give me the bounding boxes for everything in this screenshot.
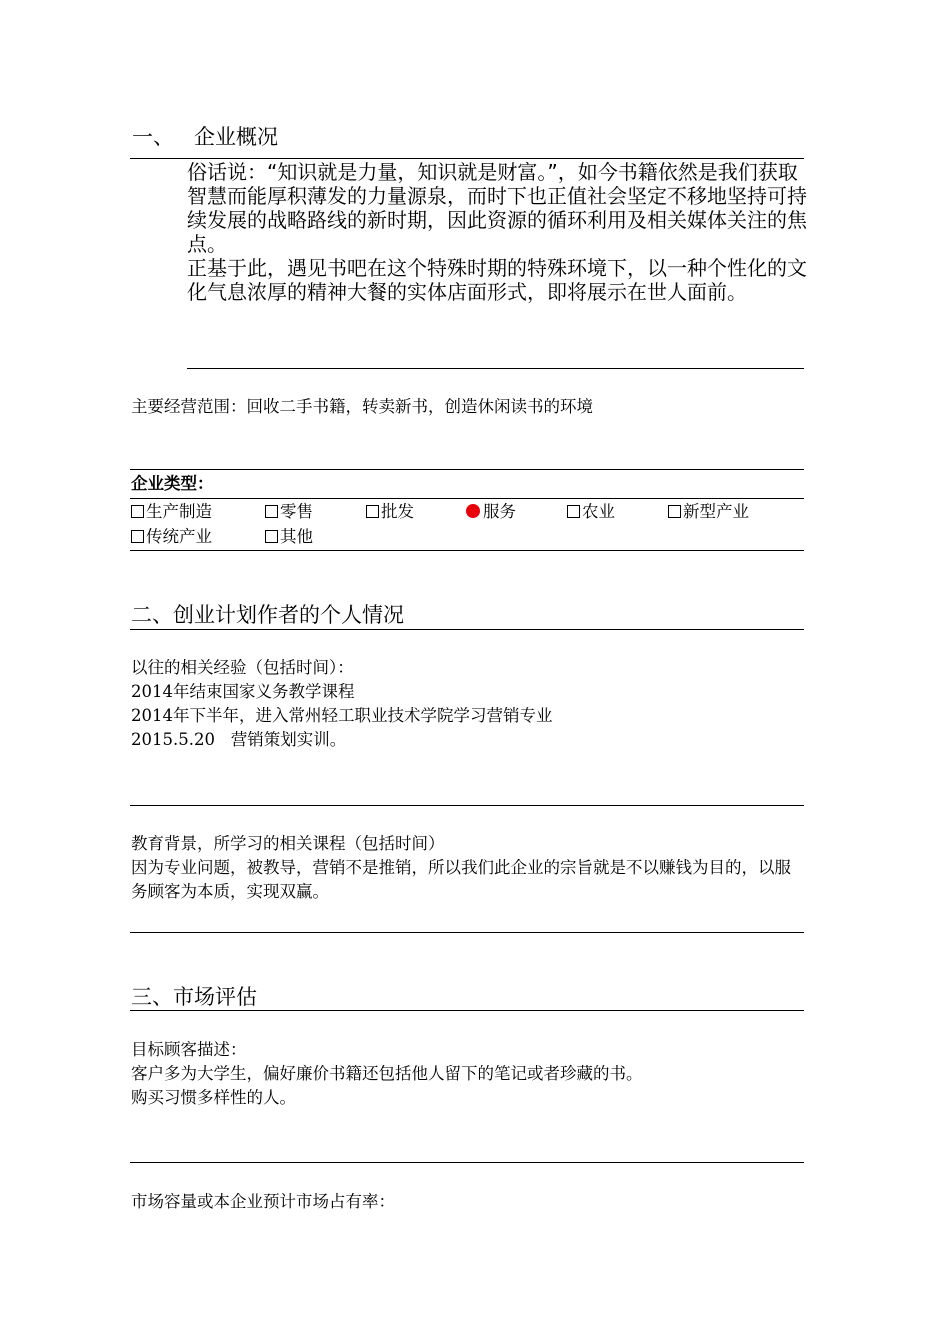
checkbox-icon	[265, 505, 278, 518]
checkbox-icon	[366, 505, 379, 518]
section1-end-rule	[187, 368, 804, 369]
option-label: 批发	[381, 502, 414, 521]
section3-heading: 三、市场评估	[131, 985, 257, 1009]
education-text: 因为专业问题，被教导，营销不是推销，所以我们此企业的宗旨就是不以赚钱为目的，以服务顾客为本质，实现双赢。	[131, 858, 791, 901]
option-agriculture[interactable]	[567, 502, 615, 522]
market-share-label: 市场容量或本企业预计市场占有率：	[131, 1192, 395, 1211]
checkbox-icon	[131, 505, 144, 518]
section1-paragraph: 俗话说：“知识就是力量，知识就是财富。”，如今书籍依然是我们获取智慧而能厚积薄发的力量源泉，而时下也正值社会坚定不移地坚持可持续发展的战略路线的新时期，因此资源的循环利用及相关媒体关注的焦点。	[187, 160, 807, 256]
checkbox-icon	[668, 505, 681, 518]
option-retail[interactable]	[265, 502, 313, 522]
target-label: 目标顾客描述：	[131, 1040, 247, 1059]
target-customer-block	[131, 1038, 643, 1110]
education-label: 教育背景，所学习的相关课程（包括时间）	[131, 834, 445, 853]
option-label: 零售	[280, 502, 313, 521]
checkbox-icon	[265, 530, 278, 543]
section1-paragraph: 正基于此，遇见书吧在这个特殊时期的特殊环境下，以一种个性化的文化气息浓厚的精神大餐的实体店面形式，即将展示在世人面前。	[187, 256, 807, 304]
option-label: 新型产业	[683, 502, 749, 521]
section1-rule	[130, 158, 804, 159]
section1-heading	[132, 124, 278, 150]
checkbox-icon	[131, 530, 144, 543]
experience-label: 以往的相关经验（包括时间）：	[131, 658, 354, 677]
section2-rule	[130, 629, 804, 630]
option-traditional-industry[interactable]	[131, 527, 212, 547]
target-line: 客户多为大学生，偏好廉价书籍还包括他人留下的笔记或者珍藏的书。	[131, 1064, 643, 1083]
section3-rule	[130, 1010, 804, 1011]
target-end-rule	[130, 1162, 804, 1163]
option-manufacturing[interactable]	[131, 502, 212, 522]
enterprise-type-bottom-rule	[130, 550, 804, 551]
section1-number: 一、	[132, 125, 174, 149]
experience-block	[131, 656, 553, 752]
option-other[interactable]	[265, 527, 313, 547]
option-label: 其他	[280, 527, 313, 546]
section1-body	[187, 160, 807, 304]
checkbox-icon	[567, 505, 580, 518]
education-block	[131, 832, 807, 904]
option-service[interactable]	[466, 502, 516, 522]
experience-item: 2014年结束国家义务教学课程	[131, 682, 355, 701]
option-label: 传统产业	[146, 527, 212, 546]
enterprise-type-top-rule	[130, 469, 804, 470]
experience-end-rule	[130, 805, 804, 806]
experience-item: 2015.5.20 营销策划实训。	[131, 730, 347, 749]
option-new-industry[interactable]	[668, 502, 749, 522]
option-label: 生产制造	[146, 502, 212, 521]
option-label: 服务	[483, 502, 516, 521]
experience-item: 2014年下半年，进入常州轻工职业技术学院学习营销专业	[131, 706, 553, 725]
section1-title: 企业概况	[194, 125, 278, 149]
enterprise-type-mid-rule	[130, 498, 804, 499]
business-scope: 主要经营范围：回收二手书籍，转卖新书，创造休闲读书的环境	[131, 397, 593, 416]
checked-dot-icon	[466, 504, 480, 518]
target-line: 购买习惯多样性的人。	[131, 1088, 296, 1107]
option-label: 农业	[582, 502, 615, 521]
education-end-rule	[130, 932, 804, 933]
section2-heading: 二、创业计划作者的个人情况	[131, 603, 404, 627]
option-wholesale[interactable]	[366, 502, 414, 522]
enterprise-type-label: 企业类型：	[131, 474, 214, 493]
